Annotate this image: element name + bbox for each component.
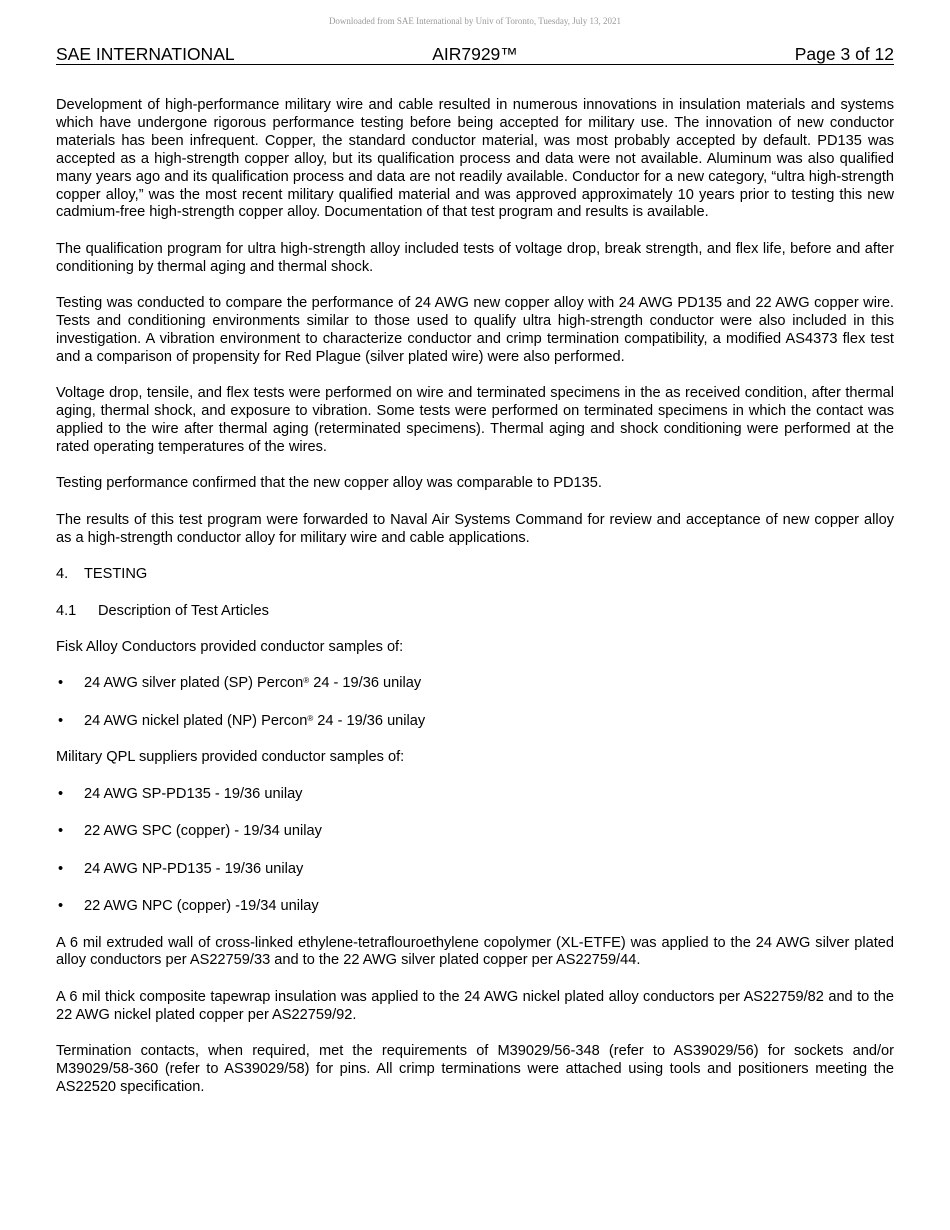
paragraph-performance-confirmed: Testing performance confirmed that the new copper alloy was comparable to PD135. (56, 475, 602, 492)
list-item: • 24 AWG NP-PD135 - 19/36 unilay (58, 860, 304, 877)
paragraph-results-forwarded: The results of this test program were forwarded to Naval Air Systems Command for review and acceptance of new copper alloy as a high-strength conductor alloy for military wire and cable applications. (56, 511, 894, 546)
list-item: • 24 AWG SP-PD135 - 19/36 unilay (58, 785, 303, 802)
fisk-sample-list (56, 675, 894, 730)
list-item: • 24 AWG silver plated (SP) Percon® 24 - 19/36 unilay (58, 675, 422, 692)
list-item: • 22 AWG SPC (copper) - 19/34 unilay (58, 823, 322, 840)
paragraph-termination-contacts: Termination contacts, when required, met the requirements of M39029/56-348 (refer to AS39029/56) for sockets and/or M39029/58-360 (refer to AS39029/58) for pins. All crimp terminations were attached using tools and positioners meeting the AS22520 specification. (56, 1043, 894, 1095)
bullet-icon: • (58, 860, 64, 877)
paragraph-test-conditions: Voltage drop, tensile, and flex tests were performed on wire and terminated specimens in the as received condition, after thermal aging, thermal shock, and exposure to vibration. Some tests were performed on terminated specimens in which the contact was applied to the wire after thermal aging (reterminated specimens). Thermal aging and shock conditioning were performed at the rated operating temperatures of the wires. (56, 385, 894, 455)
paragraph-testing-comparison: Testing was conducted to compare the performance of 24 AWG new copper alloy with 24 AWG PD135 and 22 AWG copper wire. Tests and conditioning environments similar to those used to qualify ultra high-strength conductor were also included in this investigation. A vibration environment to characterize conductor and crimp termination compatibility, a modified AS4373 flex test and a comparison of propensity for Red Plague (silver plated wire) were also performed. (56, 295, 894, 365)
section-title: TESTING (84, 566, 148, 583)
paragraph-tapewrap-insulation: A 6 mil thick composite tapewrap insulation was applied to the 24 AWG nickel plated alloy conductors per AS22759/82 and to the 22 AWG nickel plated copper per AS22759/92. (56, 988, 894, 1023)
list-item: • 22 AWG NPC (copper) -19/34 unilay (58, 898, 319, 915)
header-organization: SAE INTERNATIONAL (56, 44, 235, 64)
list-item: • 24 AWG nickel plated (NP) Percon® 24 - 19/36 unilay (58, 712, 426, 729)
bullet-icon: • (58, 675, 64, 692)
paragraph-background: Development of high-performance military wire and cable resulted in numerous innovations in insulation materials and systems which have undergone rigorous performance testing before being accepted for military use. The innovation of new conductor materials has been infrequent. Copper, the standard conductor material, was most probably accepted by default. PD135 was accepted as a high-strength copper alloy, but its qualification process and data were not available. Aluminum was also qualified many years ago and its qualification process and data are not readily available. Conductor for a new category, “ultra high-strength copper alloy,” was the most recent military qualified material and was approved approximately 10 years prior to testing this new cadmium-free high-strength copper alloy. Documentation of that test program and results is available. (56, 97, 894, 221)
registered-mark: ® (307, 713, 314, 723)
subsection-title: Description of Test Articles (98, 602, 269, 619)
military-sample-list (56, 786, 894, 916)
header-page-number: Page 3 of 12 (794, 44, 894, 64)
paragraph-xl-etfe-insulation: A 6 mil extruded wall of cross-linked ethylene-tetraflouroethylene copolymer (XL-ETFE) was applied to the 24 AWG silver plated alloy conductors per AS22759/33 and to the 22 AWG silver plated copper per AS22759/44. (56, 934, 894, 969)
bullet-icon: • (58, 823, 64, 840)
section-heading-testing (56, 566, 894, 584)
subsection-number: 4.1 (56, 602, 77, 619)
bullet-icon: • (58, 785, 64, 802)
registered-mark: ® (303, 676, 310, 686)
header-document-id: AIR7929™ (432, 44, 518, 64)
bullet-icon: • (58, 712, 64, 729)
section-number: 4. (56, 566, 69, 583)
running-header (56, 44, 894, 65)
military-intro: Military QPL suppliers provided conductor samples of: (56, 749, 405, 766)
document-body (56, 97, 894, 1115)
paragraph-qualification-program: The qualification program for ultra high-strength alloy included tests of voltage drop, break strength, and flex life, before and after conditioning by thermal aging and thermal shock. (56, 240, 894, 275)
bullet-icon: • (58, 898, 64, 915)
fisk-intro: Fisk Alloy Conductors provided conductor samples of: (56, 638, 404, 655)
subsection-heading-test-articles (56, 603, 894, 621)
download-watermark: Downloaded from SAE International by Univ of Toronto, Tuesday, July 13, 2021 (328, 16, 622, 26)
